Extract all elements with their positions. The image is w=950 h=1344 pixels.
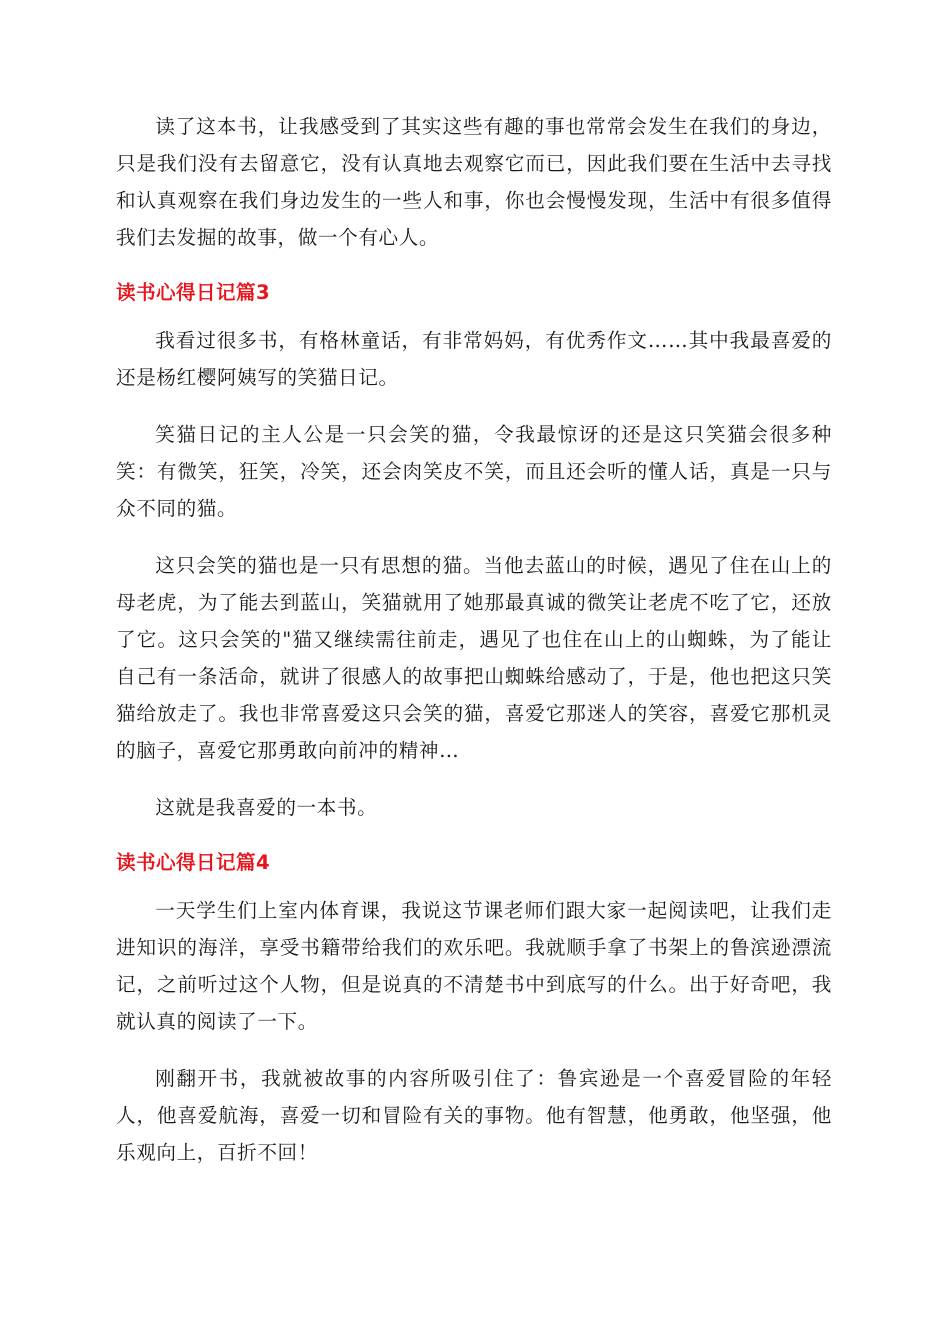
- paragraph: 这只会笑的猫也是一只有思想的猫。当他去蓝山的时候，遇见了住在山上的母老虎，为了能去到蓝山，笑猫就用了她那最真诚的微笑让老虎不吃了它，还放了它。这只会笑的"猫又继续需往前走，遇见了也住在山上的山蜘蛛，为了能让自己有一条活命，就讲了很感人的故事把山蜘蛛给感动了，于是，他也把这只笑猫给放走了。我也非常喜爱这只会笑的猫，喜爱它那迷人的笑容，喜爱它那机灵的脑子，喜爱它那勇敢向前冲的精神…: [116, 554, 832, 762]
- paragraph: 笑猫日记的主人公是一只会笑的猫，令我最惊讶的还是这只笑猫会很多种笑：有微笑，狂笑，冷笑，还会肉笑皮不笑，而且还会听的懂人话，真是一只与众不同的猫。: [116, 423, 832, 520]
- document-page: [116, 108, 832, 1191]
- paragraph: 这就是我喜爱的一本书。: [155, 796, 378, 819]
- paragraph: 我看过很多书，有格林童话，有非常妈妈，有优秀作文……其中我最喜爱的还是杨红樱阿姨写的笑猫日记。: [116, 329, 832, 389]
- paragraph: 读了这本书，让我感受到了其实这些有趣的事也常常会发生在我们的身边，只是我们没有去留意它，没有认真地去观察它而已，因此我们要在生活中去寻找和认真观察在我们身边发生的一些人和事，你也会慢慢发现，生活中有很多值得我们去发掘的故事，做一个有心人。: [116, 115, 832, 249]
- paragraph: 一天学生们上室内体育课，我说这节课老师们跟大家一起阅读吧，让我们走进知识的海洋，享受书籍带给我们的欢乐吧。我就顺手拿了书架上的鲁滨逊漂流记，之前听过这个人物，但是说真的不清楚书中到底写的什么。出于好奇吧，我就认真的阅读了一下。: [116, 899, 832, 1033]
- section-heading-4: 读书心得日记篇4: [116, 851, 270, 874]
- paragraph: 刚翻开书，我就被故事的内容所吸引住了：鲁宾逊是一个喜爱冒险的年轻人，他喜爱航海，喜爱一切和冒险有关的事物。他有智慧，他勇敢，他坚强，他乐观向上，百折不回！: [116, 1067, 832, 1164]
- section-heading-3: 读书心得日记篇3: [116, 281, 270, 304]
